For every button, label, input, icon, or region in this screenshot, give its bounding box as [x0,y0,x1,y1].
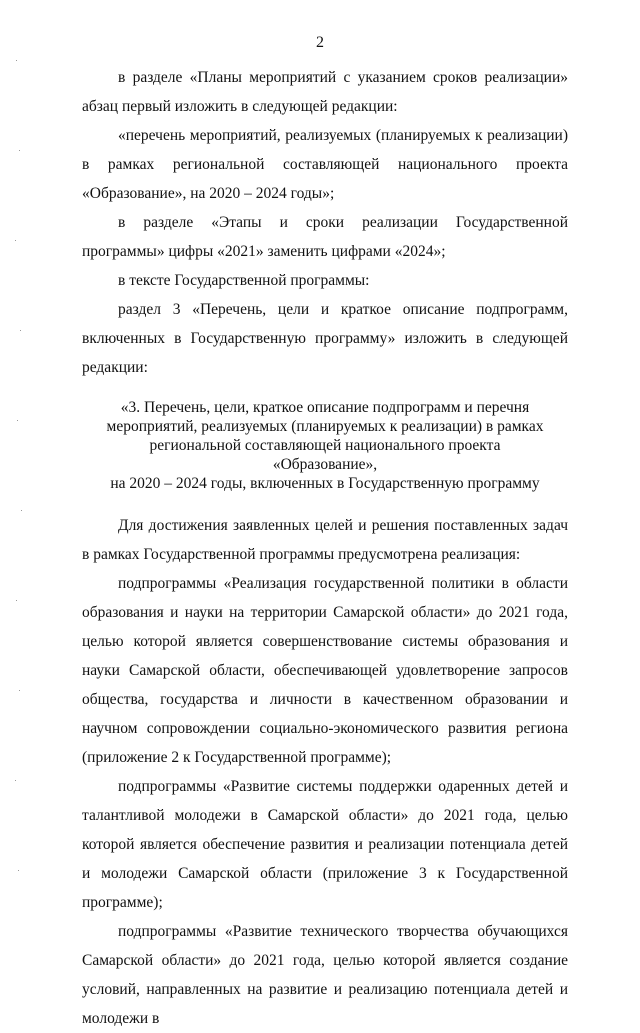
scan-speck [16,60,17,61]
section-heading-line: мероприятий, реализуемых (планируемых к реализации) в рамках [106,418,544,435]
scan-speck [19,150,20,151]
document-body [82,63,568,1033]
section-heading-line: региональной составляющей национального проекта «Образование», [149,437,501,473]
scan-speck [16,600,17,601]
scan-margin-specks [14,0,24,905]
scan-speck [17,420,18,421]
paragraph: в разделе «Этапы и сроки реализации Государственной программы» цифры «2021» заменить цифрами «2024»; [82,214,568,260]
page-number: 2 [316,34,324,51]
scan-speck [18,870,19,871]
paragraph: подпрограммы «Развитие технического творчества обучающихся Самарской области» до 2021 года, целью которой является создание условий, направленных на развитие и реализацию потенциала детей и молодежи в [82,923,568,1027]
paragraph: раздел 3 «Перечень, цели и краткое описание подпрограмм, включенных в Государственную программу» изложить в следующей редакции: [82,301,568,376]
scan-speck [15,240,16,241]
paragraph: «перечень мероприятий, реализуемых (планируемых к реализации) в рамках региональной составляющей национального проекта «Образование», на 2020 – 2024 годы»; [82,127,568,202]
scan-speck [20,330,21,331]
scan-speck [15,780,16,781]
scan-speck [21,510,22,511]
paragraph: в тексте Государственной программы: [118,272,370,289]
section-heading [82,398,568,493]
section-heading-line: «3. Перечень, цели, краткое описание подпрограмм и перечня [120,399,530,416]
paragraph: в разделе «Планы мероприятий с указанием сроков реализации» абзац первый изложить в следующей редакции: [82,69,568,115]
paragraph: подпрограммы «Развитие системы поддержки одаренных детей и талантливой молодежи в Самарской области» до 2021 года, целью которой является обеспечение развития и реализации потенциала детей и молодежи Самарской области (приложение 3 к Государственной программе); [82,778,568,911]
paragraph: Для достижения заявленных целей и решения поставленных задач в рамках Государственной программы предусмотрена реализация: [82,517,568,563]
paragraph: подпрограммы «Реализация государственной политики в области образования и науки на территории Самарской области» до 2021 года, целью которой является совершенствование системы образования и науки Самарской области, обеспечивающей удовлетворение запросов общества, государства и личности в качественном образовании и научном сопровождении социально-экономического развития региона (приложение 2 к Государственной программе); [82,575,568,766]
section-heading-line: на 2020 – 2024 годы, включенных в Государственную программу [110,475,540,492]
scan-speck [19,690,20,691]
